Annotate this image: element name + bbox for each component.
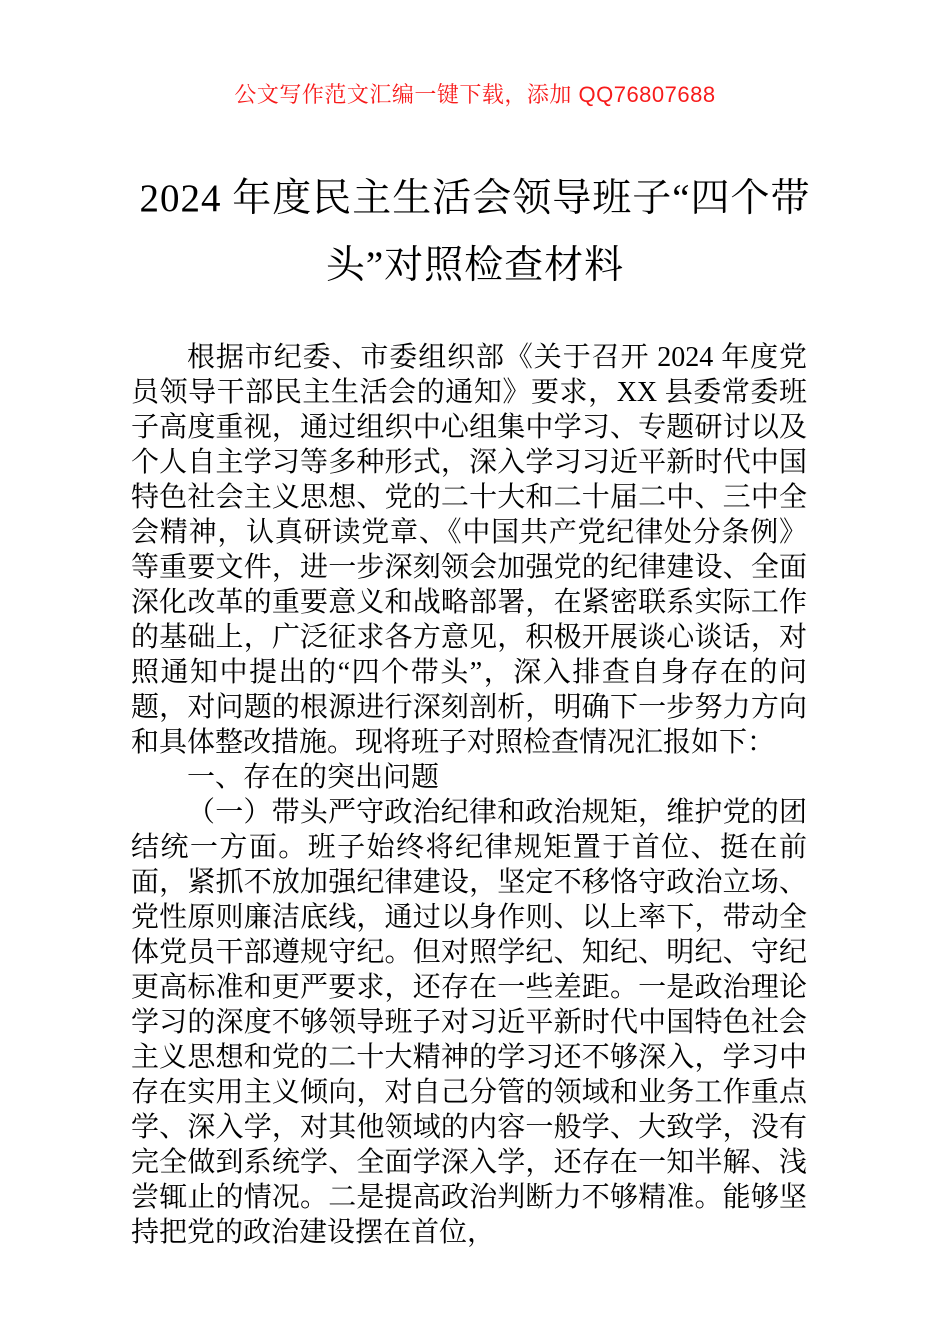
title-line-1: 2024 年度民主生活会领导班子“四个带 <box>139 177 811 220</box>
title-line-2: 头”对照检查材料 <box>325 244 625 287</box>
header-ad-notice: 公文写作范文汇编一键下载，添加 QQ76807688 <box>234 82 716 107</box>
document-title <box>0 165 950 299</box>
paragraph-intro: 根据市纪委、市委组织部《关于召开 2024 年度党员领导干部民主生活会的通知》要求，XX 县委常委班子高度重视，通过组织中心组集中学习、专题研讨以及个人自主学习等多种形式，深入学习习近平新时代中国特色社会主义思想、党的二十大和二十届二中、三中全会精神，认真研读党章、《中国共产党纪律处分条例》等重要文件，进一步深刻领会加强党的纪律建设、全面深化改革的重要意义和战略部署，在紧密联系实际工作的基础上，广泛征求各方意见，积极开展谈心谈话，对照通知中提出的“四个带头”，深入排查自身存在的问题，对问题的根源进行深刻剖析，明确下一步努力方向和具体整改措施。现将班子对照检查情况汇报如下： <box>131 342 807 758</box>
paragraph-section-one: （一）带头严守政治纪律和政治规矩，维护党的团结统一方面。班子始终将纪律规矩置于首位、挺在前面，紧抓不放加强纪律建设，坚定不移恪守政治立场、党性原则廉洁底线，通过以身作则、以上率下，带动全体党员干部遵规守纪。但对照学纪、知纪、明纪、守纪更高标准和更严要求，还存在一些差距。一是政治理论学习的深度不够领导班子对习近平新时代中国特色社会主义思想和党的二十大精神的学习还不够深入，学习中存在实用主义倾向，对自己分管的领域和业务工作重点学、深入学，对其他领域的内容一般学、大致学，没有完全做到系统学、全面学深入学，还存在一知半解、浅尝辄止的情况。二是提高政治判断力不够精准。能够坚持把党的政治建设摆在首位， <box>131 797 807 1248</box>
paragraph-section-heading: 一、存在的突出问题 <box>187 762 440 793</box>
document-body <box>131 340 807 1250</box>
